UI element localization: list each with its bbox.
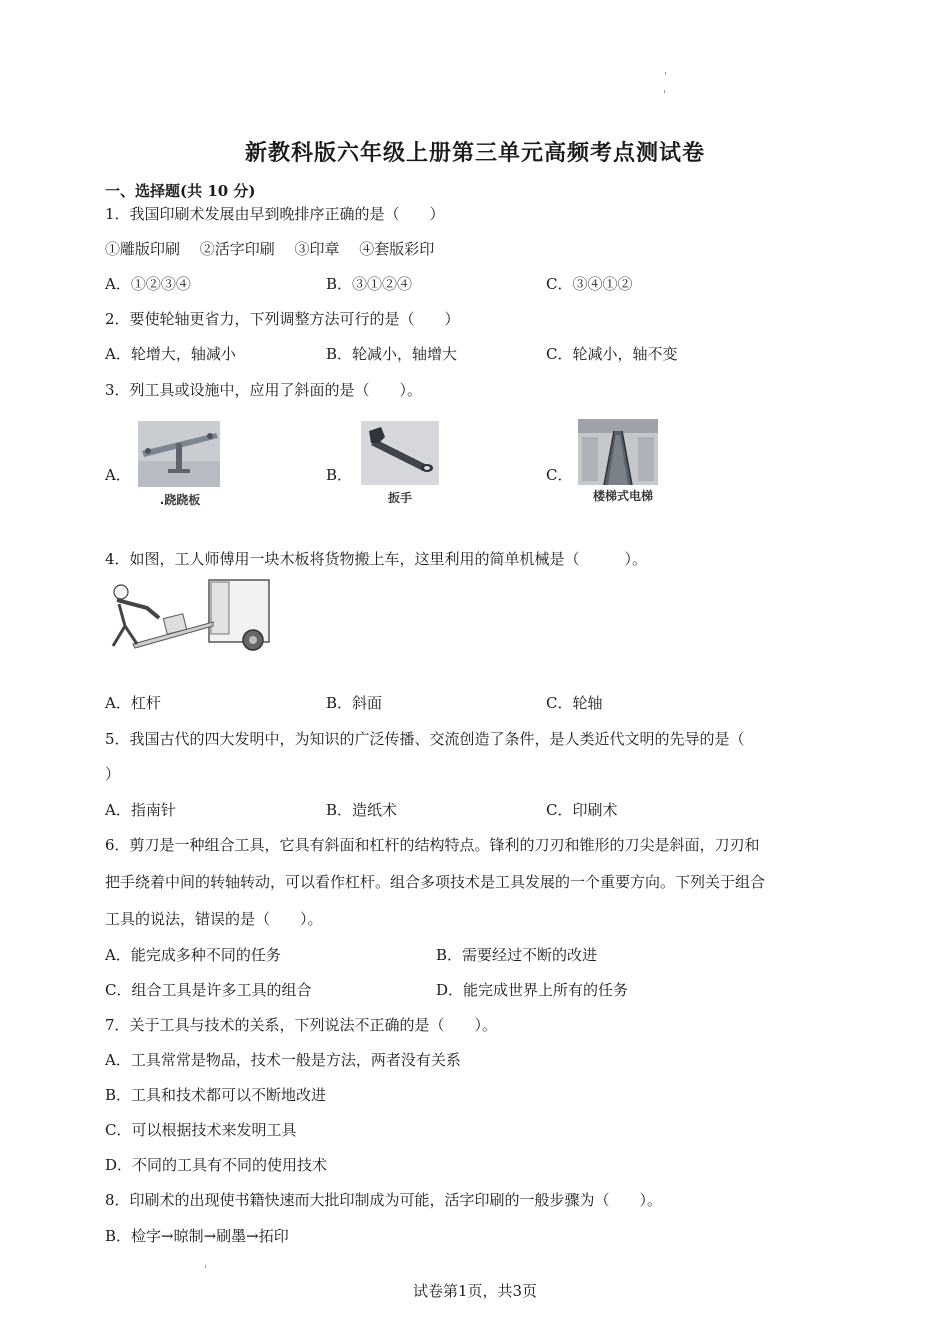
question-7-option-b[interactable]: B．工具和技术都可以不断地改进 [105, 1086, 327, 1104]
speck-mark [205, 1265, 206, 1268]
question-2-option-c[interactable]: C．轮减小，轴不变 [546, 345, 678, 363]
question-5-stem-end: ） [105, 765, 121, 783]
question-1-items: ①雕版印刷 ②活字印刷 ③印章 ④套版彩印 [105, 240, 435, 258]
question-8-option-b[interactable]: B．检字→晾制→刷墨→拓印 [105, 1227, 289, 1245]
question-2-stem: 2．要使轮轴更省力，下列调整方法可行的是（ ） [105, 310, 460, 328]
question-1-option-a[interactable]: A．①②③④ [105, 275, 191, 293]
question-5-stem: 5．我国古代的四大发明中，为知识的广泛传播、交流创造了条件，是人类近代文明的先导的是（ [105, 730, 745, 748]
worker-truck-image [103, 578, 271, 652]
question-6-option-c[interactable]: C．组合工具是许多工具的组合 [105, 981, 312, 999]
question-1-option-b[interactable]: B．③①②④ [326, 275, 413, 293]
wrench-caption: 扳手 [387, 491, 412, 505]
question-6-option-b[interactable]: B．需要经过不断的改进 [436, 946, 598, 964]
question-6-option-a[interactable]: A．能完成多种不同的任务 [105, 946, 281, 964]
question-3-option-a[interactable]: A． [105, 466, 131, 484]
question-5-option-a[interactable]: A．指南针 [105, 801, 176, 819]
question-8-stem: 8．印刷术的出现使书籍快速而大批印制成为可能，活字印刷的一般步骤为（ ）。 [105, 1191, 663, 1209]
question-7-option-c[interactable]: C．可以根据技术来发明工具 [105, 1121, 297, 1139]
question-6-stem-line-3: 工具的说法，错误的是（ ）。 [105, 910, 323, 928]
question-2-option-a[interactable]: A．轮增大，轴减小 [105, 345, 236, 363]
section-heading: 一、选择题(共 10 分) [105, 182, 256, 200]
wrench-image [361, 421, 439, 485]
question-3-stem: 3．列工具或设施中，应用了斜面的是（ ）。 [105, 381, 423, 399]
question-4-option-a[interactable]: A．杠杆 [105, 694, 161, 712]
question-7-option-d[interactable]: D．不同的工具有不同的使用技术 [105, 1156, 328, 1174]
page-title: 新教科版六年级上册第三单元高频考点测试卷 [244, 140, 705, 166]
speck-mark [665, 72, 666, 75]
question-2-option-b[interactable]: B．轮减小，轴增大 [326, 345, 458, 363]
question-4-option-b[interactable]: B．斜面 [326, 694, 383, 712]
question-5-option-b[interactable]: B．造纸术 [326, 801, 398, 819]
question-7-option-a[interactable]: A．工具常常是物品，技术一般是方法，两者没有关系 [105, 1051, 461, 1069]
question-3-option-c[interactable]: C． [546, 466, 573, 484]
speck-mark [664, 90, 665, 93]
question-1-option-c[interactable]: C．③④①② [546, 275, 633, 293]
question-6-option-d[interactable]: D．能完成世界上所有的任务 [436, 981, 629, 999]
question-3-option-b[interactable]: B． [326, 466, 353, 484]
page-footer: 试卷第1页，共3页 [412, 1282, 538, 1300]
seesaw-image [138, 421, 220, 487]
escalator-caption: 楼梯式电梯 [592, 489, 653, 503]
question-5-option-c[interactable]: C．印刷术 [546, 801, 618, 819]
question-7-stem: 7．关于工具与技术的关系，下列说法不正确的是（ ）。 [105, 1016, 498, 1034]
escalator-image [578, 419, 658, 485]
question-6-stem-line-2: 把手绕着中间的转轴转动，可以看作杠杆。组合多项技术是工具发展的一个重要方向。下列关于组合 [105, 873, 766, 891]
question-4-stem: 4．如图，工人师傅用一块木板将货物搬上车，这里利用的简单机械是（ ）。 [105, 550, 648, 568]
question-6-stem-line-1: 6．剪刀是一种组合工具，它具有斜面和杠杆的结构特点。锋利的刀刃和锥形的刀尖是斜面，刀刃和 [105, 836, 760, 854]
question-4-option-c[interactable]: C．轮轴 [546, 694, 603, 712]
seesaw-caption: .跷跷板 [159, 493, 201, 507]
question-1-stem: 1．我国印刷术发展由早到晚排序正确的是（ ） [105, 205, 445, 223]
